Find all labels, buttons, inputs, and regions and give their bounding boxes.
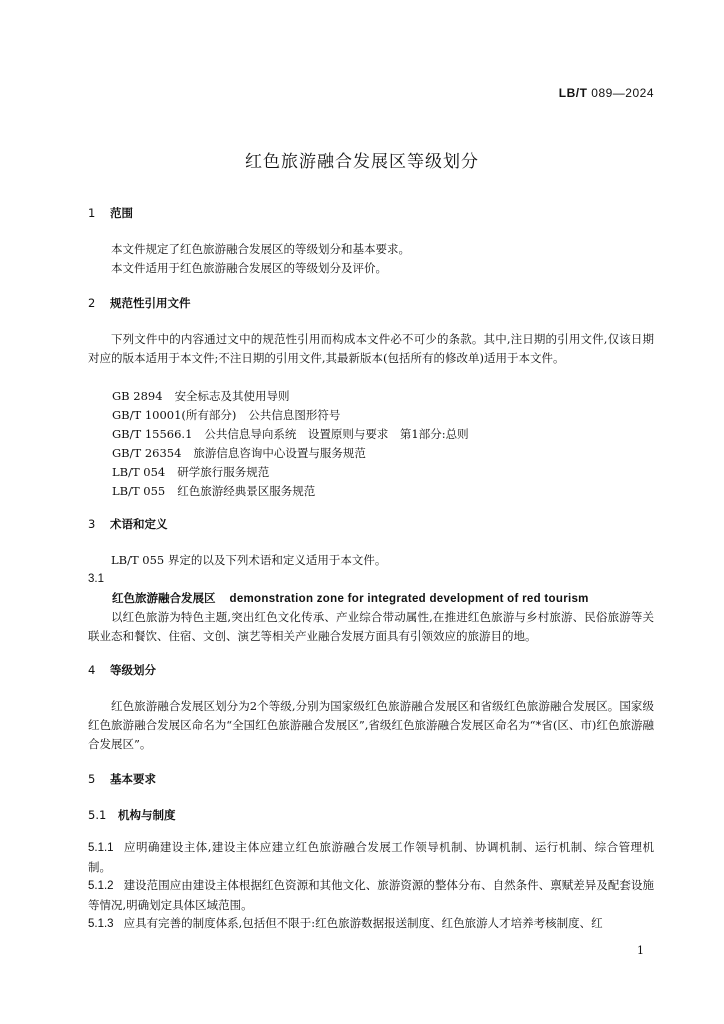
reference-code: GB/T 26354 (112, 446, 182, 460)
clause-number: 5.1.3 (88, 918, 114, 930)
reference-code: LB/T 055 (112, 484, 166, 498)
reference-item (112, 444, 366, 463)
clause (88, 838, 654, 877)
reference-title: 公共信息图形符号 (248, 408, 341, 422)
section-heading-2 (88, 294, 191, 313)
standard-number: 089—2024 (587, 86, 654, 100)
reference-title: 研学旅行服务规范 (177, 465, 270, 479)
clause-number: 5.1.2 (88, 880, 114, 892)
paragraph: 下列文件中的内容通过文中的规范性引用而构成本文件必不可少的条款。其中,注日期的引用文件,仅该日期对应的版本适用于本文件;不注日期的引用文件,其最新版本(包括所有的修改单)适用于本文件。 (88, 332, 654, 365)
clause-text: 应具有完善的制度体系,包括但不限于:红色旅游数据报送制度、红色旅游人才培养考核制度、红 (123, 916, 603, 930)
section-number: 1 (88, 206, 96, 220)
section-heading-4 (88, 661, 156, 680)
reference-item (112, 406, 340, 425)
reference-code: LB/T 054 (112, 465, 166, 479)
section-title: 等级划分 (110, 663, 156, 677)
clause-number: 5.1.1 (88, 842, 114, 854)
reference-title: 公共信息导向系统 设置原则与要求 第1部分:总则 (204, 427, 469, 441)
term-entry (112, 589, 589, 609)
page-number: 1 (637, 944, 644, 957)
term-number: 3.1 (88, 573, 104, 585)
paragraph: 本文件规定了红色旅游融合发展区的等级划分和基本要求。 (111, 242, 410, 256)
section-title: 基本要求 (110, 772, 156, 786)
clause-text: 应明确建设主体,建设主体应建立红色旅游融合发展工作领导机制、协调机制、运行机制、综合管理机制。 (88, 840, 654, 874)
reference-item (112, 463, 269, 482)
section-heading-3 (88, 515, 168, 534)
subsection-title: 机构与制度 (118, 808, 176, 822)
reference-code: GB/T 10001(所有部分) (112, 408, 237, 422)
paragraph: 红色旅游融合发展区划分为2个等级,分别为国家级红色旅游融合发展区和省级红色旅游融合发展区。国家级红色旅游融合发展区命名为“全国红色旅游融合发展区”,省级红色旅游融合发展区命名为“*省(区、市)红色旅游融合发展区”。 (88, 699, 654, 751)
document-number (559, 86, 654, 100)
section-title: 规范性引用文件 (110, 296, 191, 310)
section-number: 4 (88, 663, 96, 677)
section-title: 范围 (110, 206, 133, 220)
clause (88, 914, 654, 934)
reference-title: 红色旅游经典景区服务规范 (177, 484, 316, 498)
term-definition: 以红色旅游为特色主题,突出红色文化传承、产业综合带动属性,在推进红色旅游与乡村旅游、民俗旅游等关联业态和餐饮、住宿、文创、演艺等相关产业融合发展方面具有引领效应的旅游目的地。 (88, 610, 654, 643)
document-title: 红色旅游融合发展区等级划分 (245, 152, 479, 172)
reference-title: 旅游信息咨询中心设置与服务规范 (193, 446, 366, 460)
reference-item (112, 425, 469, 444)
section-heading-1 (88, 204, 133, 223)
subsection-number: 5.1 (88, 808, 107, 822)
reference-code: GB 2894 (112, 389, 163, 403)
section-number: 2 (88, 296, 96, 310)
reference-item (112, 387, 290, 406)
term-english: demonstration zone for integrated development of red tourism (229, 593, 589, 605)
clause-text: 建设范围应由建设主体根据红色资源和其他文化、旅游资源的整体分布、自然条件、禀赋差异及配套设施等情况,明确划定具体区域范围。 (88, 878, 654, 912)
section-number: 5 (88, 772, 96, 786)
section-heading-5 (88, 770, 156, 789)
clause (88, 876, 654, 915)
subsection-heading-5-1 (88, 806, 176, 825)
section-title: 术语和定义 (110, 517, 168, 531)
reference-title: 安全标志及其使用导则 (174, 389, 290, 403)
paragraph: 本文件适用于红色旅游融合发展区的等级划分及评价。 (111, 261, 387, 275)
standard-prefix: LB/T (558, 86, 588, 100)
section-number: 3 (88, 517, 96, 531)
paragraph: LB/T 055 界定的以及下列术语和定义适用于本文件。 (111, 553, 387, 567)
reference-code: GB/T 15566.1 (112, 427, 193, 441)
reference-item (112, 482, 315, 501)
term-chinese: 红色旅游融合发展区 (112, 591, 216, 605)
